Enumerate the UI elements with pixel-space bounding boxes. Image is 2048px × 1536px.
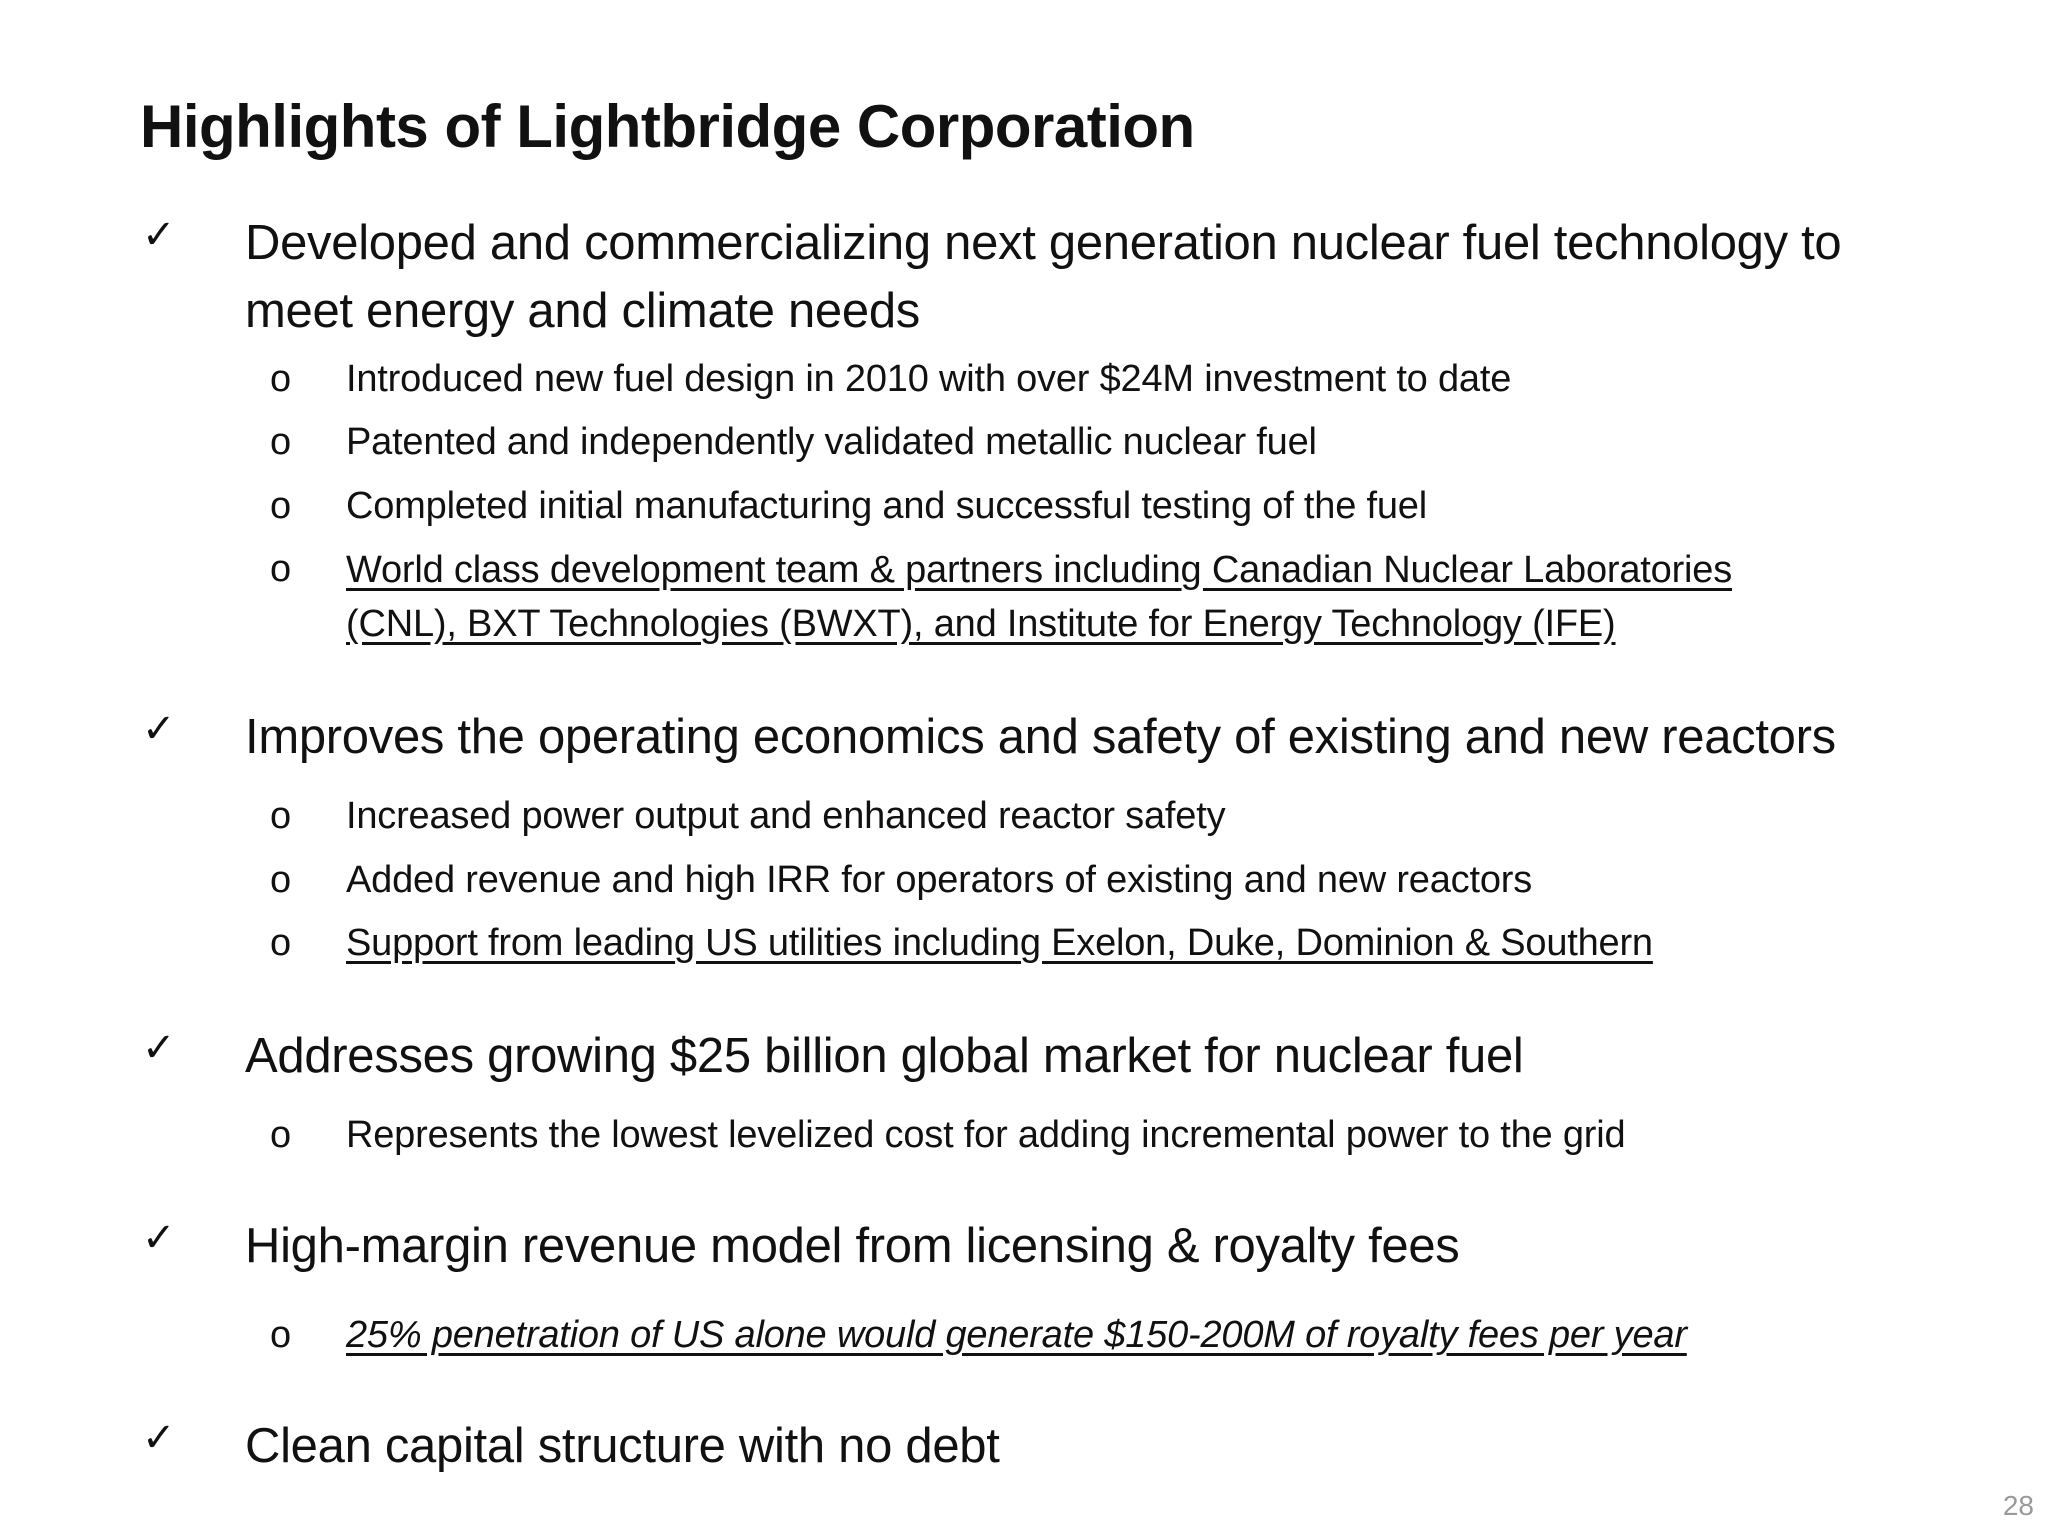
sub-bullet-text-underlined: Support from leading US utilities including Exelon, Duke, Dominion & Southern [346,922,1653,964]
sub-bullet-text: Added revenue and high IRR for operators of existing and new reactors [346,859,1533,901]
sub-bullet-text-italic-underlined: 25% penetration of US alone would generate $150-200M of royalty fees per year [346,1314,1687,1356]
check-icon: ✓ [142,213,176,257]
page-number: 28 [2002,1490,2034,1521]
check-icon: ✓ [142,1216,176,1260]
sub-bullet-text: Completed initial manufacturing and successful testing of the fuel [346,485,1427,527]
circle-bullet: o [270,1114,292,1156]
slide-title: Highlights of Lightbridge Corporation [140,93,1195,160]
check-icon: ✓ [142,1026,176,1070]
circle-bullet: o [270,548,292,590]
bullet-heading: Improves the operating economics and safety of existing and new reactors [245,710,1836,764]
sub-bullet-text: Introduced new fuel design in 2010 with over $24M investment to date [346,358,1512,400]
circle-bullet: o [270,1314,292,1356]
circle-bullet: o [270,485,292,527]
circle-bullet: o [270,795,292,837]
circle-bullet: o [270,358,292,400]
check-icon: ✓ [142,707,176,751]
sub-bullet-text-underlined: World class development team & partners including Canadian Nuclear Laboratories [346,549,1733,591]
sub-bullet-text: Represents the lowest levelized cost for adding incremental power to the grid [346,1114,1626,1156]
bullet-heading: High-margin revenue model from licensing & royalty fees [245,1219,1460,1273]
circle-bullet: o [270,922,292,964]
circle-bullet: o [270,859,292,901]
sub-bullet-text: Patented and independently validated metallic nuclear fuel [346,421,1317,463]
circle-bullet: o [270,421,292,463]
bullet-heading: Addresses growing $25 billion global market for nuclear fuel [245,1029,1524,1083]
bullet-heading: Developed and commercializing next generation nuclear fuel technology to [245,216,1842,270]
check-icon: ✓ [142,1416,176,1460]
sub-bullet-text-underlined-continued: (CNL), BXT Technologies (BWXT), and Institute for Energy Technology (IFE) [346,603,1616,645]
bullet-heading-continued: meet energy and climate needs [245,284,920,338]
bullet-heading: Clean capital structure with no debt [245,1419,1000,1473]
sub-bullet-text: Increased power output and enhanced reactor safety [346,795,1226,837]
